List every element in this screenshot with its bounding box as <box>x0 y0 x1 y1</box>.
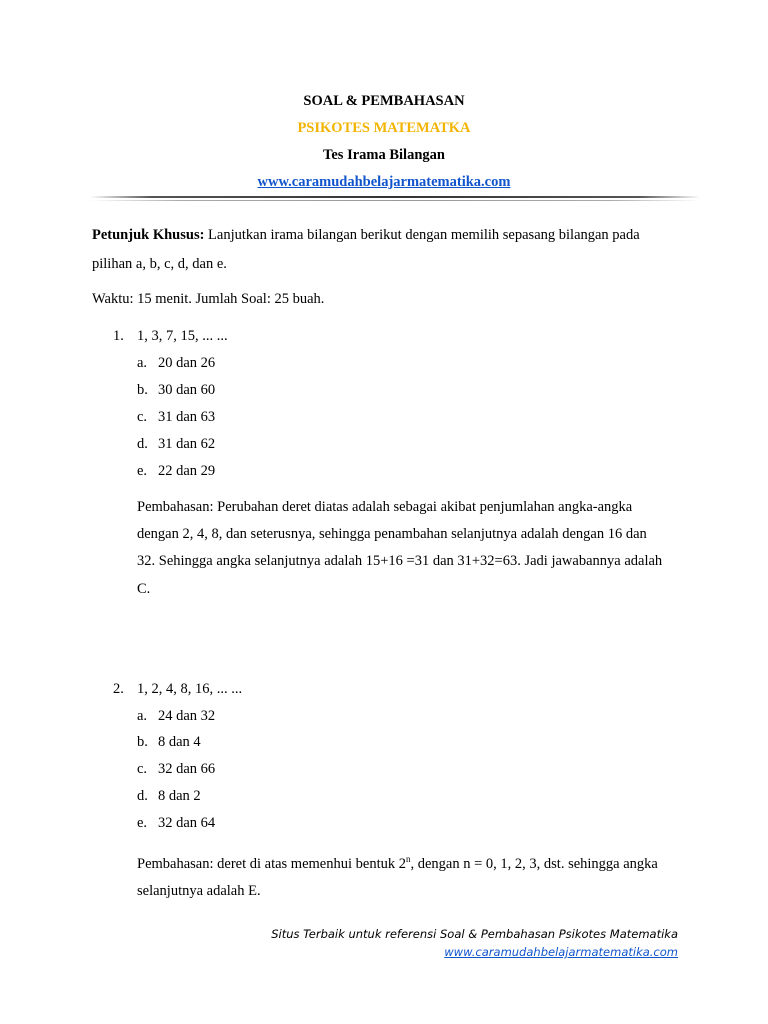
footer-link-wrap <box>444 945 678 959</box>
option-letter: e. <box>137 815 148 831</box>
option-text: 8 dan 2 <box>158 788 201 804</box>
option-letter: d. <box>137 788 148 804</box>
option-letter: d. <box>137 436 148 452</box>
page-title: SOAL & PEMBAHASAN <box>303 93 465 109</box>
footer-text: Situs Terbaik untuk referensi Soal & Pembahasan Psikotes Matematika <box>271 927 678 941</box>
option-text: 31 dan 62 <box>158 436 216 452</box>
explanation-line: 32. Sehingga angka selanjutnya adalah 15+16 =31 dan 31+32=63. Jadi jawabannya adalah <box>137 553 663 570</box>
topic-title: Tes Irama Bilangan <box>323 147 445 163</box>
header-divider-shadow <box>90 200 700 201</box>
option-text: 32 dan 64 <box>158 815 216 831</box>
footer-link[interactable]: www.caramudahbelajarmatematika.com <box>444 945 678 959</box>
explanation-line <box>137 846 678 878</box>
option-text: 30 dan 60 <box>158 382 216 398</box>
question-number: 2. <box>113 681 124 697</box>
time-info: Waktu: 15 menit. Jumlah Soal: 25 buah. <box>92 291 325 307</box>
option-text: 22 dan 29 <box>158 463 216 479</box>
question-sequence: 1, 3, 7, 15, ... ... <box>137 328 228 344</box>
website-link-wrap <box>0 174 768 191</box>
question-number: 1. <box>113 328 124 344</box>
option-letter: c. <box>137 409 148 425</box>
option-text: 20 dan 26 <box>158 355 216 371</box>
instructions-text-line2: pilihan a, b, c, d, dan e. <box>92 256 227 272</box>
instructions-label: Petunjuk Khusus: <box>92 227 205 243</box>
explanation <box>137 494 678 603</box>
explanation-superscript: n <box>405 854 411 864</box>
header-divider <box>90 196 700 198</box>
option-text: 31 dan 63 <box>158 409 216 425</box>
explanation-line: C. <box>137 580 151 597</box>
option-text: 8 dan 4 <box>158 734 201 750</box>
question-sequence: 1, 2, 4, 8, 16, ... ... <box>137 681 243 697</box>
option-text: 24 dan 32 <box>158 708 216 724</box>
instructions-text-line1: Lanjutkan irama bilangan berikut dengan memilih sepasang bilangan pada <box>204 227 640 243</box>
explanation-text: Pembahasan: deret di atas memenhui bentuk 2 <box>137 855 406 872</box>
option-letter: e. <box>137 463 148 479</box>
explanation-line: selanjutnya adalah E. <box>137 883 261 900</box>
instructions <box>92 221 678 279</box>
explanation-text: , dengan n = 0, 1, 2, 3, dst. sehingga angka <box>410 855 658 872</box>
explanation-line: dengan 2, 4, 8, dan seterusnya, sehingga penambahan selanjutnya adalah dengan 16 dan <box>137 526 647 543</box>
explanation <box>137 846 678 905</box>
option-letter: a. <box>137 708 148 724</box>
option-letter: c. <box>137 761 148 777</box>
website-link[interactable]: www.caramudahbelajarmatematika.com <box>257 174 511 190</box>
explanation-line: Pembahasan: Perubahan deret diatas adalah sebagai akibat penjumlahan angka-angka <box>137 499 633 515</box>
option-text: 32 dan 66 <box>158 761 216 777</box>
option-letter: a. <box>137 355 148 371</box>
option-letter: b. <box>137 734 148 750</box>
option-letter: b. <box>137 382 148 398</box>
page-subtitle: PSIKOTES MATEMATKA <box>297 120 471 136</box>
